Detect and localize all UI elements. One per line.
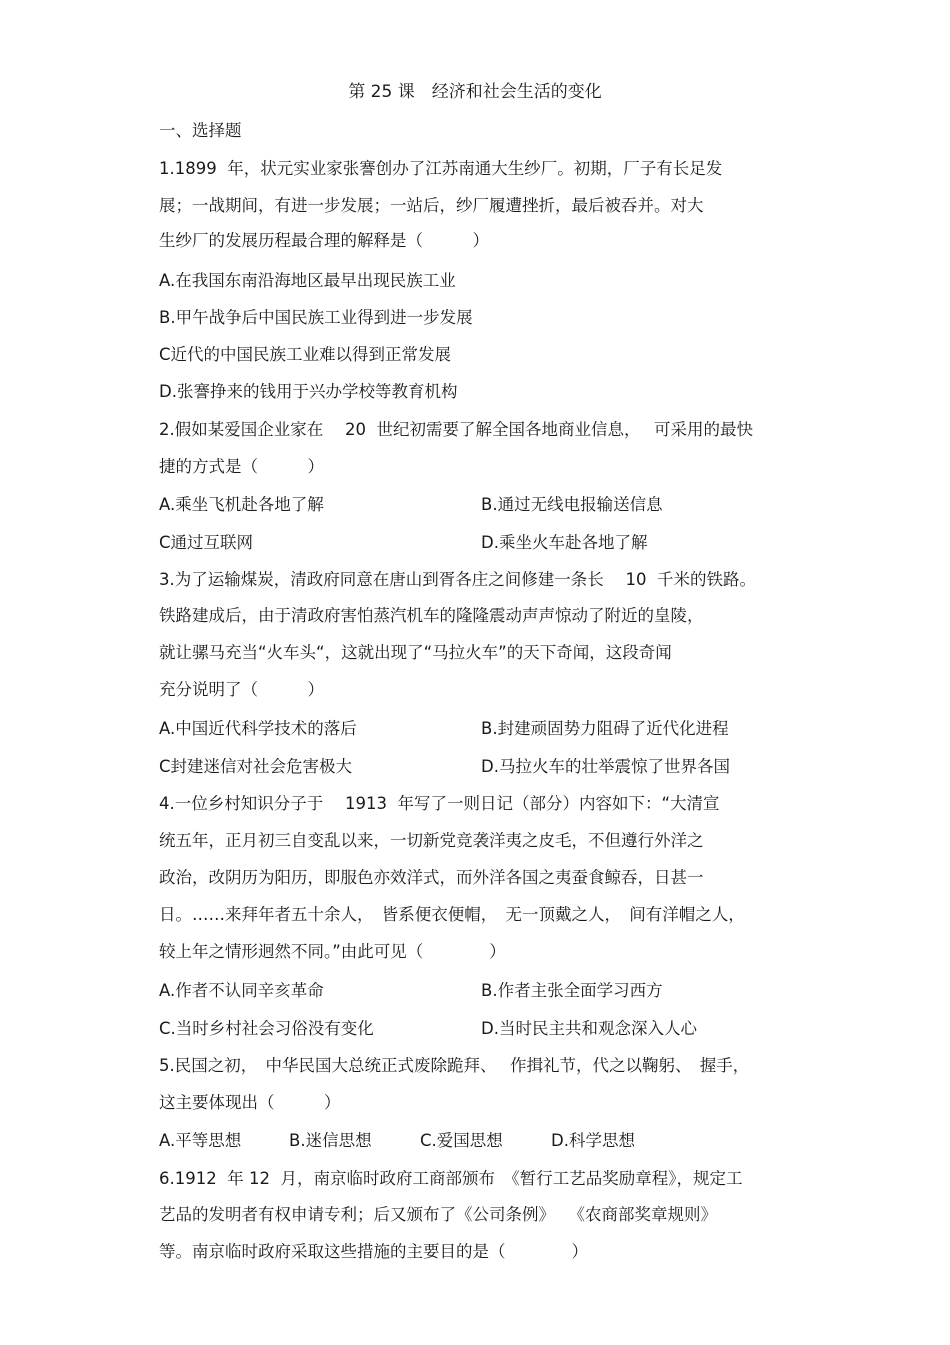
question-3-option-d: D.马拉火车的壮举震惊了世界各国 (481, 757, 730, 776)
question-3-option-a: A.中国近代科学技术的落后 (159, 719, 357, 738)
question-5-line-2: 这主要体现出（ ） (159, 1093, 341, 1112)
question-5-option-b: B.迷信思想 (289, 1131, 372, 1150)
question-1-line-1: 1.1899 年，状元实业家张謇创办了江苏南通大生纱厂。初期，厂子有长足发 (159, 159, 723, 178)
question-4-option-b: B.作者主张全面学习西方 (481, 981, 663, 1000)
question-3-line-3: 就让骡马充当“火车头“，这就出现了“马拉火车”的天下奇闻，这段奇闻 (159, 643, 672, 662)
question-4-option-d: D.当时民主共和观念深入人心 (481, 1019, 697, 1038)
question-1-option-b: B.甲午战争后中国民族工业得到进一步发展 (159, 308, 473, 327)
question-5-option-c: C.爱国思想 (420, 1131, 503, 1150)
question-6-line-2: 艺品的发明者有权申请专利；后又颁布了《公司条例》 《农商部奖章规则》 (159, 1205, 717, 1224)
question-1-option-a: A.在我国东南沿海地区最早出现民族工业 (159, 271, 456, 290)
question-4-option-a: A.作者不认同辛亥革命 (159, 981, 324, 1000)
question-4-line-4: 日。……来拜年者五十余人， 皆系便衣便帽， 无一顶戴之人， 间有洋帽之人， (159, 905, 745, 924)
question-5-line-1: 5.民国之初， 中华民国大总统正式废除跪拜、 作揖礼节，代之以鞠躬、 握手， (159, 1056, 750, 1075)
question-3-option-b: B.封建顽固势力阻碍了近代化进程 (481, 719, 729, 738)
question-4-line-5: 较上年之情形迥然不同。”由此可见（ ） (159, 942, 506, 961)
question-2-line-1: 2.假如某爱国企业家在 20 世纪初需要了解全国各地商业信息， 可采用的最快 (159, 420, 753, 439)
question-6-line-3: 等。南京临时政府采取这些措施的主要目的是（ ） (159, 1242, 588, 1261)
question-2-line-2: 捷的方式是（ ） (159, 457, 324, 476)
question-1-option-d: D.张謇挣来的钱用于兴办学校等教育机构 (159, 382, 458, 401)
question-1-option-c: C近代的中国民族工业难以得到正常发展 (159, 345, 452, 364)
question-2-option-a: A.乘坐飞机赴各地了解 (159, 495, 324, 514)
question-4-line-3: 政治，改阴历为阳历，即服色亦效洋式，而外洋各国之夷蚕食鲸吞，日甚一 (159, 868, 704, 887)
question-4-line-1: 4.一位乡村知识分子于 1913 年写了一则日记（部分）内容如下：“大清宣 (159, 794, 720, 813)
question-6-line-1: 6.1912 年 12 月，南京临时政府工商部颁布 《暂行工艺品奖励章程》，规定工 (159, 1169, 743, 1188)
lesson-title: 第 25 课 经济和社会生活的变化 (348, 82, 602, 102)
question-3-line-1: 3.为了运输煤炭，清政府同意在唐山到胥各庄之间修建一条长 10 千米的铁路。 (159, 570, 756, 589)
question-1-line-3: 生纱厂的发展历程最合理的解释是（ ） (159, 231, 489, 250)
question-2-option-c: C通过互联网 (159, 533, 254, 552)
question-3-option-c: C封建迷信对社会危害极大 (159, 757, 353, 776)
question-4-option-c: C.当时乡村社会习俗没有变化 (159, 1019, 374, 1038)
question-2-option-d: D.乘坐火车赴各地了解 (481, 533, 648, 552)
question-2-option-b: B.通过无线电报输送信息 (481, 495, 663, 514)
question-1-line-2: 展；一战期间，有进一步发展；一站后，纱厂履遭挫折，最后被吞并。对大 (159, 196, 704, 215)
question-5-option-d: D.科学思想 (551, 1131, 635, 1150)
question-4-line-2: 统五年，正月初三自变乱以来，一切新党竞袭洋夷之皮毛，不但遵行外洋之 (159, 831, 704, 850)
question-5-option-a: A.平等思想 (159, 1131, 242, 1150)
question-3-line-2: 铁路建成后，由于清政府害怕蒸汽机车的隆隆震动声声惊动了附近的皇陵， (159, 606, 704, 625)
section-heading: 一、选择题 (159, 121, 242, 140)
question-3-line-4: 充分说明了（ ） (159, 680, 324, 699)
